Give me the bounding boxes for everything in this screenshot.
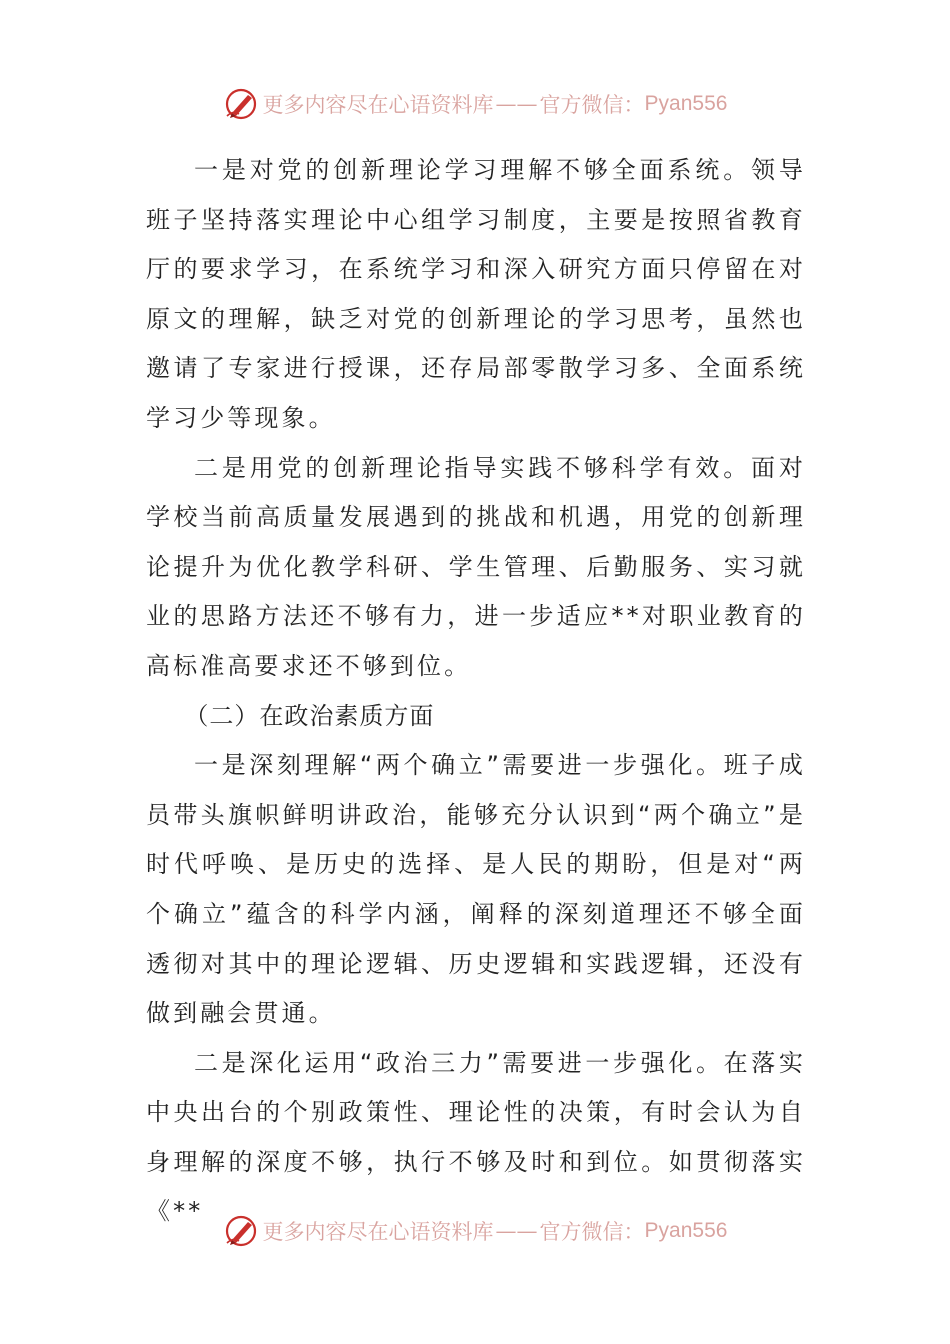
pen-circle-icon: [223, 86, 259, 122]
header-banner: [0, 84, 950, 124]
paragraph: 二是深化运用“政治三力”需要进一步强化。在落实中央出台的个别政策性、理论性的决策，有时会认为自身理解的深度不够，执行不够及时和到位。如贯彻落实《**: [146, 1048, 806, 1226]
banner-wechat-id: Pyan556: [644, 1219, 728, 1242]
banner-wechat-label: 官方微信：: [539, 1220, 645, 1244]
paragraph: 二是用党的创新理论指导实践不够科学有效。面对学校当前高质量发展遇到的挑战和机遇，用党的创新理论提升为优化教学科研、学生管理、后勤服务、实习就业的思路方法还不够有力，进一步适应**对职业教育的高标准高要求还不够到位。: [146, 453, 806, 680]
banner-wechat-label: 官方微信：: [539, 93, 645, 117]
document-body: [146, 146, 806, 1237]
banner-text: 更多内容尽在心语资料库: [262, 1220, 494, 1244]
banner-separator: ——: [495, 1219, 538, 1243]
paragraph: 一是深刻理解“两个确立”需要进一步强化。班子成员带头旗帜鲜明讲政治，能够充分认识到“两个确立”是时代呼唤、是历史的选择、是人民的期盼，但是对“两个确立”蕴含的科学内涵，阐释的深刻道理还不够全面透彻对其中的理论逻辑、历史逻辑和实践逻辑，还没有做到融会贯通。: [146, 751, 806, 1028]
paragraph: 一是对党的创新理论学习理解不够全面系统。领导班子坚持落实理论中心组学习制度，主要是按照省教育厅的要求学习，在系统学习和深入研究方面只停留在对原文的理解，缺乏对党的创新理论的学习思考，虽然也邀请了专家进行授课，还存局部零散学习多、全面系统学习少等现象。: [146, 156, 806, 432]
section-heading: （二）在政治素质方面: [184, 701, 435, 730]
banner-text: 更多内容尽在心语资料库: [262, 93, 494, 117]
footer-banner: [0, 1211, 950, 1251]
banner-wechat-id: Pyan556: [644, 92, 728, 115]
banner-separator: ——: [495, 92, 538, 116]
pen-circle-icon: [223, 1213, 259, 1249]
